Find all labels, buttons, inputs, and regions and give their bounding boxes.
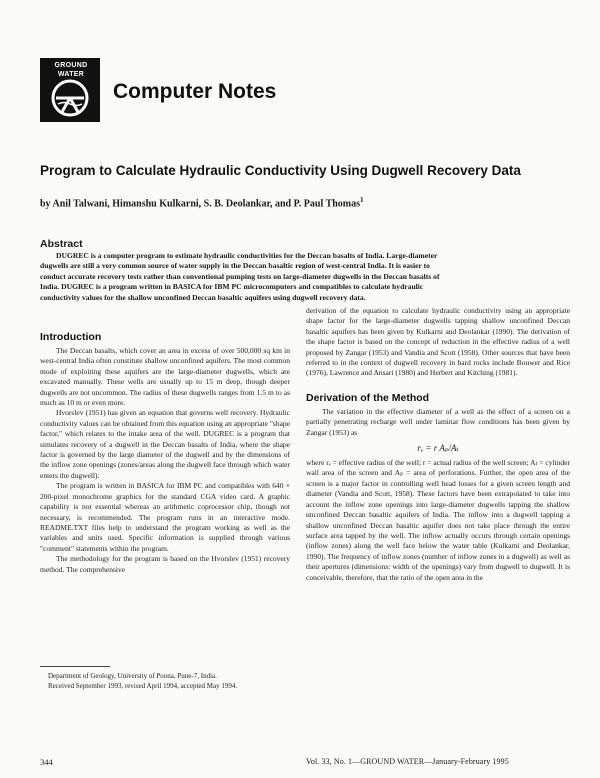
logo-text-line1: GROUND: [54, 62, 88, 69]
derivation-heading: Derivation of the Method: [306, 391, 430, 404]
logo-text-line2: WATER: [57, 71, 85, 78]
introduction-heading: Introduction: [40, 331, 102, 343]
introduction-paragraph: The methodology for the program is based on the Hvorslev (1951) recovery method. The comprehensive: [40, 554, 290, 574]
abstract-body: [40, 251, 570, 303]
author-line: [40, 196, 364, 209]
footnote-rule: [40, 666, 110, 667]
article-title: Program to Calculate Hydraulic Conductivity Using Dugwell Recovery Data: [40, 163, 521, 178]
section-title: Computer Notes: [113, 80, 277, 103]
introduction-paragraph: Hvorslev (1951) has given an equation that governs well recovery. Hydraulic conductivity values can be obtained from this equation using an appropriate "shape factor," which relates to the intake area of the well. DUGREC is a program that simulates recovery of a dugwell in the Deccan basalts of India, where the shape factor is governed by the large diameter of the dugwell and by the dimensions of the inflow zone openings (zones/areas along the dugwell face through which water enters the dugwell).: [40, 408, 290, 480]
authors: by Anil Talwani, Himanshu Kulkarni, S. B. Deolankar, and P. Paul Thomas: [40, 198, 361, 210]
footnote: [40, 672, 290, 691]
abstract-heading: Abstract: [40, 238, 83, 250]
journal-footer: Vol. 33, No. 1—GROUND WATER—January-February 1995: [306, 757, 509, 766]
introduction-paragraph: The Deccan basalts, which cover an area in excess of over 500,000 sq km in west-central India often constitute shallow unconfined aquifers. The most common mode of exploiting these aquifers are the large-diameter dugwells, which are excavated manually. These wells are usually up to 15 m deep, though deeper dugwells are not uncommon. The radius of these dugwells ranges from 1.5 m to as much as 10 m or even more.: [40, 346, 290, 408]
abstract-line: India. DUGREC is a program written in BASICA for IBM PC microcomputers and compatibles to calculate hydraulic: [40, 282, 424, 292]
footnote-received: Received September 1993, revised April 1994, accepted May 1994.: [48, 681, 238, 690]
right-column: [306, 306, 570, 583]
derivation-paragraph: where rₑ = effective radius of the well; r = actual radius of the well screen; Aₜ = cylinder wall area of the screen and Aₚ = area of perforations. Further, the open area of the screen is a major factor in controlling well head losses for a given screen length and diameter (Vandia and Scott, 1958). These factors have been extrapolated to take into account the inflow zone openings into large-diameter dugwells tapping the shallow unconfined Deccan basaltic aquifers of India. The inflow into a dugwell tapping a shallow unconfined Deccan basaltic aquifer does not take place through the entire surface area tapped by the well. The inflow actually occurs through certain openings (inflow zones) along the well face below the water table (Kulkarni and Deolankar, 1990). The frequency of inflow zones (number of inflow zones in a dugwell) as well as their apertures (dimensions: width of the openings) vary from dugwell to dugwell. It is conceivable, therefore, that the ratio of the open area in the: [306, 458, 570, 582]
introduction-paragraph: The program is written in BASICA for IBM PC and compatibles with 640 × 200-pixel monochrome graphics for the standard CGA video card. A graphic capability is not essential whereas an arithmetic coprocessor chip, though not necessary, is recommended. The program runs in an interactive mode. README.TXT files help to understand the program working as well as the variables and units used. Specific information is supplied through various "comment" statements within the program.: [40, 481, 290, 553]
page-number: 344: [40, 757, 53, 767]
abstract-line: dugwells are still a very common source of water supply in the Deccan basaltic region of west-central India. It is easier to: [40, 261, 430, 271]
abstract-line: conduct accurate recovery tests rather than conventional pumping tests on large-diameter dugwells in the Deccan basalts of: [40, 271, 440, 281]
footnote-affiliation: Department of Geology, University of Poona, Pune-7, India.: [48, 672, 217, 680]
continued-paragraph: derivation of the equation to calculate hydraulic conductivity using an appropriate shape factor for the large-diameter dugwells tapping shallow unconfined Deccan basaltic aquifers has been given by Kulkarni and Deolankar (1990). The derivation of the shape factor is based on the concept of reduction in the effective radius of a well proposed by Zangar (1953) and Vandia and Scott (1958). Other sources that have been referred to in the context of dugwell recovery in hard rocks include Bouwer and Rice (1976), Lawrence and Ansari (1980) and Herbert and Kitching (1981).: [306, 306, 570, 378]
abstract-line: conductivity values for the shallow unconfined Deccan basaltic aquifers using dugwell recovery data.: [40, 292, 366, 302]
abstract-line: DUGREC is a computer program to estimate hydraulic conductivities for the Deccan basalts of India. Large-diameter: [56, 251, 438, 260]
left-column: [40, 331, 290, 575]
derivation-paragraph: The variation in the effective diameter of a well as the effect of a screen on a partially penetrating recharge well under laminar flow conditions has been given by Zangar (1953) as: [306, 406, 570, 437]
author-footnote-mark: 1: [360, 196, 364, 204]
effective-radius-formula: rₑ = r Aₚ/Aₜ: [417, 443, 459, 454]
